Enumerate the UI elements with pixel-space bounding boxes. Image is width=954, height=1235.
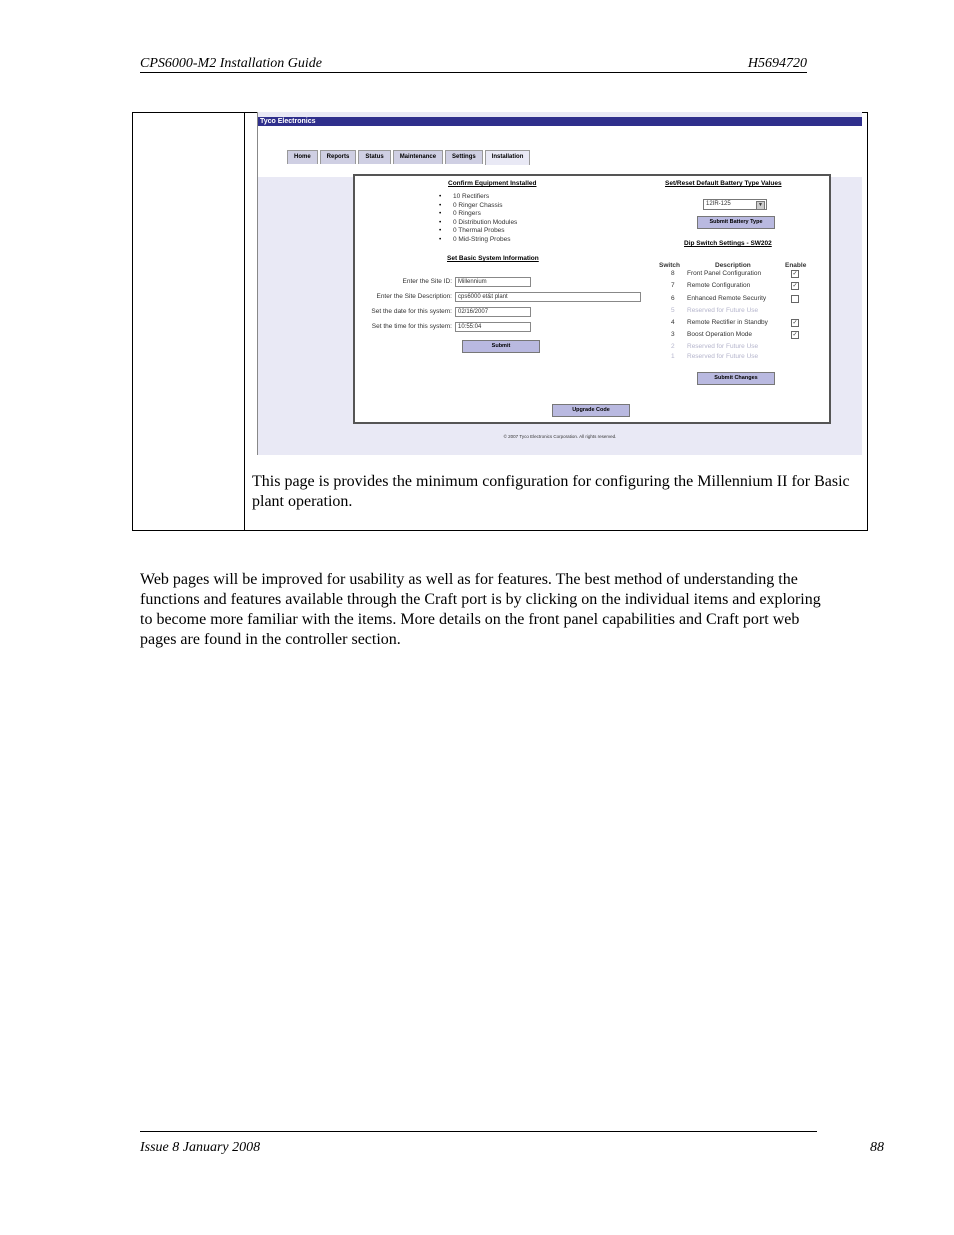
switch-number: 2 (671, 343, 675, 350)
dip-header-description: Description (715, 262, 751, 269)
header-doc-number: H5694720 (747, 56, 807, 71)
switch-description: Boost Operation Mode (687, 331, 753, 338)
battery-type-select[interactable] (703, 199, 767, 210)
confirm-title[interactable]: Confirm Equipment Installed (448, 180, 537, 187)
date-input[interactable]: 02/16/2007 (455, 307, 531, 317)
list-item: • 0 Thermal Probes (453, 227, 517, 236)
tab-reports[interactable]: Reports (320, 150, 357, 164)
enable-checkbox[interactable]: ✓ (792, 320, 798, 326)
tab-installation[interactable]: Installation (485, 150, 531, 165)
table-row (655, 307, 805, 319)
footer-page-number: 88 (870, 1140, 884, 1155)
site-description-label: Enter the Site Description: (376, 293, 452, 300)
submit-changes-button[interactable]: Submit Changes (697, 372, 775, 385)
list-item: • 10 Rectifiers (453, 193, 517, 202)
list-item: • 0 Distribution Modules (453, 219, 517, 228)
switch-number: 7 (671, 282, 675, 289)
embedded-screenshot (257, 112, 862, 455)
switch-number: 3 (671, 331, 675, 338)
list-item: • 0 Mid-String Probes (453, 236, 517, 245)
dip-header-switch: Switch (659, 262, 680, 269)
basic-info-title: Set Basic System Information (447, 255, 539, 262)
tab-status[interactable]: Status (358, 150, 390, 164)
enable-checkbox[interactable] (791, 295, 799, 303)
enable-checkbox[interactable]: ✓ (792, 283, 798, 289)
site-id-label: Enter the Site ID: (402, 278, 452, 285)
chevron-down-icon[interactable]: ▼ (756, 201, 765, 210)
switch-description: Reserved for Future Use (687, 343, 759, 350)
dip-title: Dip Switch Settings - SW202 (684, 240, 772, 247)
table-row (655, 295, 805, 307)
footer-issue: Issue 8 January 2008 (140, 1140, 261, 1155)
battery-type-value: 12IR-125 (706, 201, 731, 207)
switch-number: 4 (671, 319, 675, 326)
equipment-list (453, 193, 517, 244)
submit-button[interactable]: Submit (462, 340, 540, 353)
enable-checkbox[interactable]: ✓ (792, 271, 798, 277)
switch-number: 8 (671, 270, 675, 277)
page-header (140, 56, 807, 73)
switch-number: 5 (671, 307, 675, 314)
upgrade-code-button[interactable]: Upgrade Code (552, 404, 630, 417)
switch-description: Front Panel Configuration (687, 270, 762, 277)
switch-description: Remote Rectifier in Standby (687, 319, 768, 326)
switch-description: Reserved for Future Use (687, 307, 759, 314)
tab-bar (287, 150, 532, 164)
switch-description: Reserved for Future Use (687, 353, 759, 360)
table-row (655, 282, 805, 294)
date-label: Set the date for this system: (371, 308, 452, 315)
brand-label: Tyco Electronics (260, 118, 316, 125)
switch-description: Remote Configuration (687, 282, 751, 289)
time-label: Set the time for this system: (371, 323, 452, 330)
time-input[interactable]: 10:55:04 (455, 322, 531, 332)
dip-header-enable: Enable (785, 262, 807, 269)
header-title: CPS6000-M2 Installation Guide (140, 56, 322, 71)
battery-title: Set/Reset Default Battery Type Values (665, 180, 782, 187)
tab-settings[interactable]: Settings (445, 150, 483, 164)
brand-bar (258, 117, 862, 126)
enable-checkbox[interactable]: ✓ (792, 332, 798, 338)
table-row (655, 331, 805, 343)
list-item: • 0 Ringer Chassis (453, 202, 517, 211)
table-row (655, 353, 805, 365)
table-row (655, 319, 805, 331)
tab-home[interactable]: Home (287, 150, 318, 164)
tab-maintenance[interactable]: Maintenance (393, 150, 443, 164)
installation-panel (353, 174, 831, 424)
figure-caption: This page is provides the minimum configuration for configuring the Millennium II for Basic plant operation. (252, 473, 850, 510)
submit-battery-type-button[interactable]: Submit Battery Type (697, 216, 775, 229)
list-item: • 0 Ringers (453, 210, 517, 219)
switch-number: 6 (671, 295, 675, 302)
switch-number: 1 (671, 353, 675, 360)
site-id-input[interactable]: Millennium (455, 277, 531, 287)
switch-description: Enhanced Remote Security (687, 295, 767, 302)
body-paragraph: Web pages will be improved for usability as well as for features. The best method of understanding the functions and features available through the Craft port is by clicking on the individual items and exploring to become more familiar with the items. More details on the front panel capabilities and Craft port web pages are found in the controller section. (140, 571, 821, 648)
copyright-text: © 2007 Tyco Electronics Corporation. All rights reserved. (503, 434, 617, 439)
site-description-input[interactable]: cps6000 et&t plant (455, 292, 641, 302)
table-row (655, 270, 805, 282)
page-footer (140, 1131, 884, 1155)
